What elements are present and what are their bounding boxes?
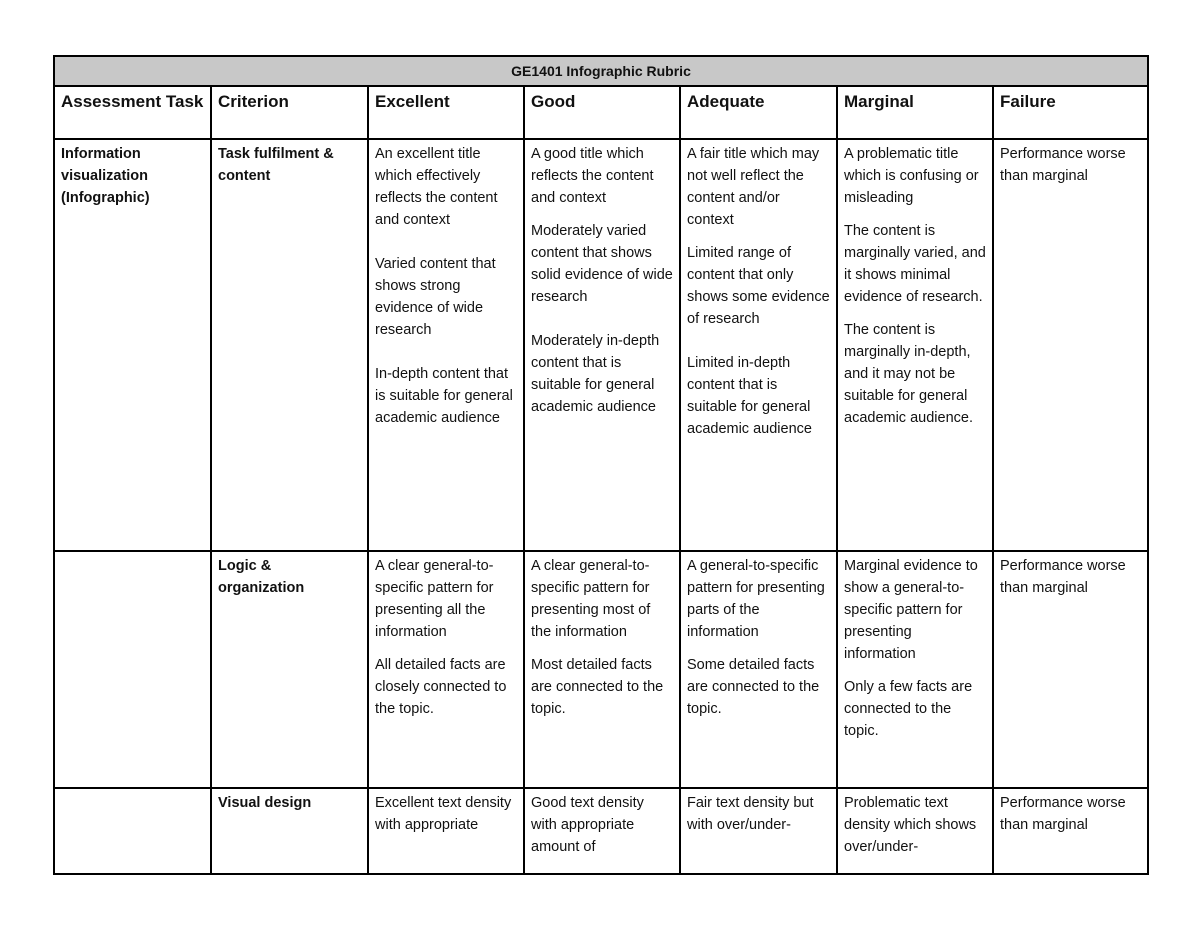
cell-excellent — [368, 788, 524, 874]
header-failure: Failure — [993, 86, 1148, 139]
cell-criterion: Logic & organization — [211, 551, 368, 788]
descriptor-text: Most detailed facts are connected to the topic. — [531, 657, 664, 717]
descriptor-text: A fair title which may not well reflect the content and/or context — [687, 146, 820, 228]
header-excellent: Excellent — [368, 86, 524, 139]
header-good: Good — [524, 86, 680, 139]
cell-assessment-task: Information visualization (Infographic) — [54, 139, 211, 551]
cell-failure: Performance worse than marginal — [993, 551, 1148, 788]
descriptor-text: A clear general-to-specific pattern for presenting most of the information — [531, 558, 651, 640]
cell-criterion: Task fulfilment & content — [211, 139, 368, 551]
cell-assessment-task — [54, 788, 211, 874]
table-row — [54, 788, 1148, 874]
descriptor-text: Limited range of content that only shows some evidence of research — [687, 245, 830, 327]
descriptor-text: The content is marginally varied, and it shows minimal evidence of research. — [844, 223, 986, 305]
descriptor-text: Excellent text density with appropriate — [375, 795, 512, 833]
cell-good — [524, 551, 680, 788]
descriptor-text: The content is marginally in-depth, and it may not be suitable for general academic audience. — [844, 322, 973, 426]
descriptor-text: All detailed facts are closely connected to the topic. — [375, 657, 507, 717]
header-assessment-task: Assessment Task — [54, 86, 211, 139]
descriptor-text: Moderately in-depth content that is suitable for general academic audience — [531, 333, 660, 415]
descriptor-text: An excellent title which effectively reflects the content and context — [375, 146, 498, 228]
cell-failure: Performance worse than marginal — [993, 139, 1148, 551]
descriptor-text: Limited in-depth content that is suitable for general academic audience — [687, 355, 812, 437]
rubric-title: GE1401 Infographic Rubric — [54, 56, 1148, 86]
descriptor-text: Fair text density but with over/under- — [687, 795, 814, 833]
cell-marginal — [837, 551, 993, 788]
cell-marginal — [837, 788, 993, 874]
descriptor-text: A problematic title which is confusing or misleading — [844, 146, 979, 206]
descriptor-text: Problematic text density which shows over/under- — [844, 795, 977, 855]
descriptor-text: In-depth content that is suitable for general academic audience — [375, 366, 513, 426]
header-adequate: Adequate — [680, 86, 837, 139]
cell-adequate — [680, 139, 837, 551]
descriptor-text: Some detailed facts are connected to the topic. — [687, 657, 820, 717]
cell-criterion: Visual design — [211, 788, 368, 874]
descriptor-text: Only a few facts are connected to the topic. — [844, 679, 973, 739]
cell-assessment-task — [54, 551, 211, 788]
cell-failure: Performance worse than marginal — [993, 788, 1148, 874]
cell-adequate — [680, 551, 837, 788]
header-criterion: Criterion — [211, 86, 368, 139]
cell-marginal — [837, 139, 993, 551]
header-marginal: Marginal — [837, 86, 993, 139]
table-row — [54, 139, 1148, 551]
cell-adequate — [680, 788, 837, 874]
cell-excellent — [368, 139, 524, 551]
descriptor-text: A clear general-to-specific pattern for presenting all the information — [375, 558, 494, 640]
rubric-table — [53, 55, 1149, 875]
cell-excellent — [368, 551, 524, 788]
descriptor-text: A good title which reflects the content and context — [531, 146, 654, 206]
descriptor-text: Marginal evidence to show a general-to-specific pattern for presenting information — [844, 558, 978, 662]
descriptor-text: Good text density with appropriate amount of — [531, 795, 644, 855]
cell-good — [524, 788, 680, 874]
descriptor-text: Varied content that shows strong evidence of wide research — [375, 256, 496, 338]
descriptor-text: A general-to-specific pattern for presenting parts of the information — [687, 558, 825, 640]
cell-good — [524, 139, 680, 551]
table-row — [54, 551, 1148, 788]
descriptor-text: Moderately varied content that shows solid evidence of wide research — [531, 223, 673, 305]
